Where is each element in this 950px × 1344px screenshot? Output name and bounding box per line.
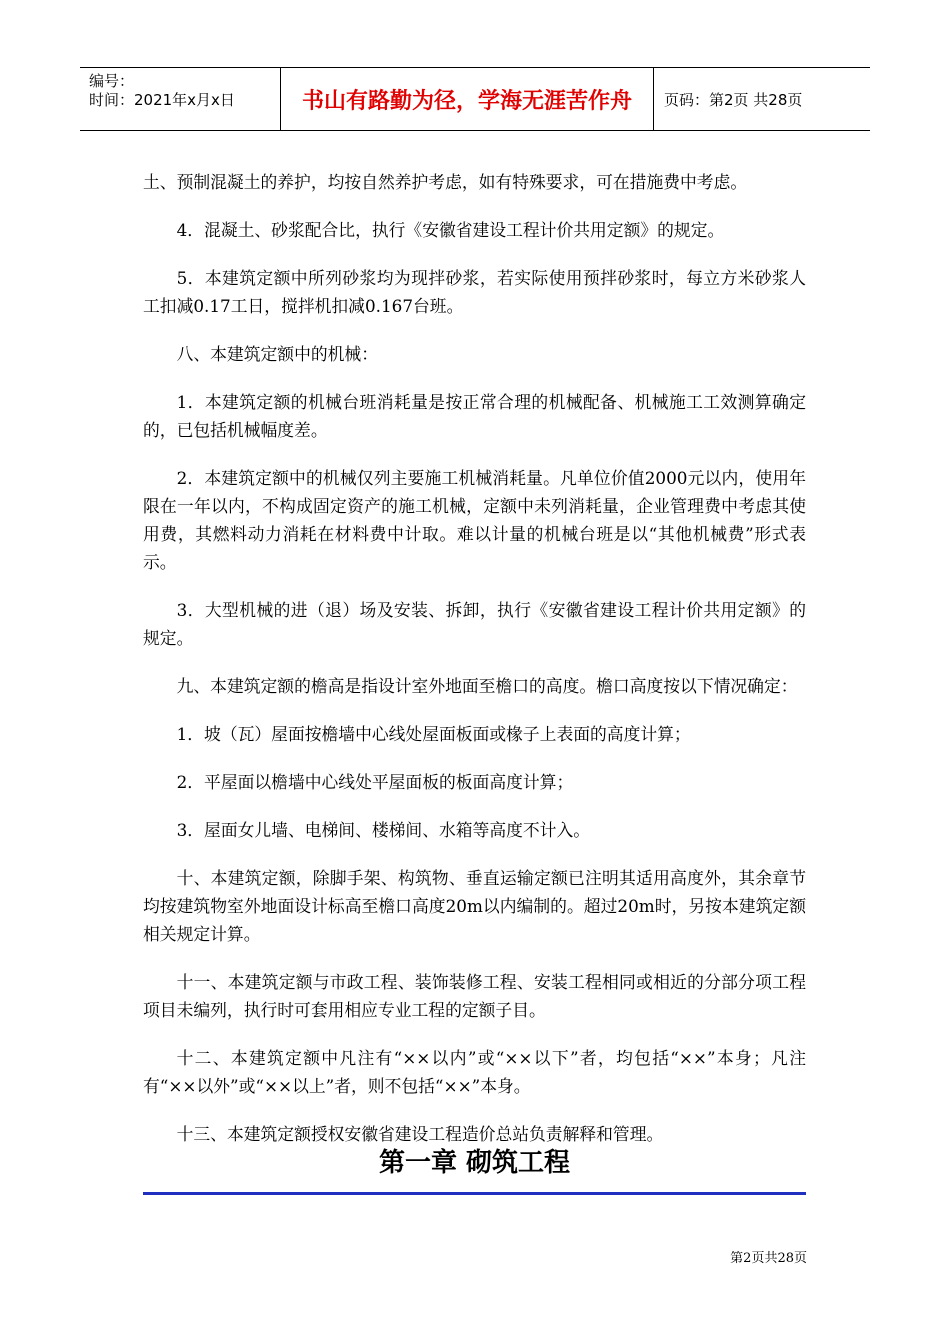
paragraph: 2．平屋面以檐墙中心线处平屋面板的板面高度计算； <box>176 772 574 792</box>
time-label: 时间：2021年x月x日 <box>89 91 235 109</box>
paragraph: 1．本建筑定额的机械台班消耗量是按正常合理的机械配备、机械施工工效测算确定的，已包括机械幅度差。 <box>143 392 806 440</box>
section-heading: 十三、本建筑定额授权安徽省建设工程造价总站负责解释和管理。 <box>176 1124 664 1144</box>
section-heading: 九、本建筑定额的檐高是指设计室外地面至檐口的高度。檐口高度按以下情况确定： <box>176 676 798 696</box>
paragraph: 3．屋面女儿墙、电梯间、楼梯间、水箱等高度不计入。 <box>176 820 591 840</box>
header-meta <box>80 68 281 130</box>
paragraph: 1．坡（瓦）屋面按檐墙中心线处屋面板面或椽子上表面的高度计算； <box>176 724 691 744</box>
chapter-divider <box>143 1192 806 1195</box>
header-motto: 书山有路勤为径，学海无涯苦作舟 <box>281 68 654 130</box>
serial-label: 编号： <box>89 72 135 90</box>
paragraph: 4．混凝土、砂浆配合比，执行《安徽省建设工程计价共用定额》的规定。 <box>176 220 725 240</box>
paragraph: 5．本建筑定额中所列砂浆均为现拌砂浆，若实际使用预拌砂浆时，每立方米砂浆人工扣减0.17工日，搅拌机扣减0.167台班。 <box>143 268 806 316</box>
page-header <box>80 67 870 131</box>
section-heading: 十、本建筑定额，除脚手架、构筑物、垂直运输定额已注明其适用高度外，其余章节均按建筑物室外地面设计标高至檐口高度20m以内编制的。超过20m时，另按本建筑定额相关规定计算。 <box>143 868 806 944</box>
section-heading: 十一、本建筑定额与市政工程、装饰装修工程、安装工程相同或相近的分部分项工程项目未编列，执行时可套用相应专业工程的定额子目。 <box>143 972 806 1020</box>
section-heading: 八、本建筑定额中的机械： <box>176 344 378 364</box>
chapter-title: 第一章 砌筑工程 <box>378 1148 571 1178</box>
paragraph: 土、预制混凝土的养护，均按自然养护考虑，如有特殊要求，可在措施费中考虑。 <box>143 172 748 192</box>
header-page-info: 页码：第2页 共28页 <box>664 90 803 109</box>
page-footer: 第2页共28页 <box>730 1251 807 1266</box>
document-body <box>143 168 806 1168</box>
paragraph: 2．本建筑定额中的机械仅列主要施工机械消耗量。凡单位价值2000元以内，使用年限在一年以内，不构成固定资产的施工机械，定额中未列消耗量，企业管理费中考虑其使用费，其燃料动力消耗在材料费中计取。难以计量的机械台班是以“其他机械费”形式表示。 <box>143 468 806 572</box>
paragraph: 3．大型机械的进（退）场及安装、拆卸，执行《安徽省建设工程计价共用定额》的规定。 <box>143 600 806 648</box>
section-heading: 十二、本建筑定额中凡注有“××以内”或“××以下”者，均包括“××”本身；凡注有“××以外”或“××以上”者，则不包括“××”本身。 <box>143 1048 806 1096</box>
